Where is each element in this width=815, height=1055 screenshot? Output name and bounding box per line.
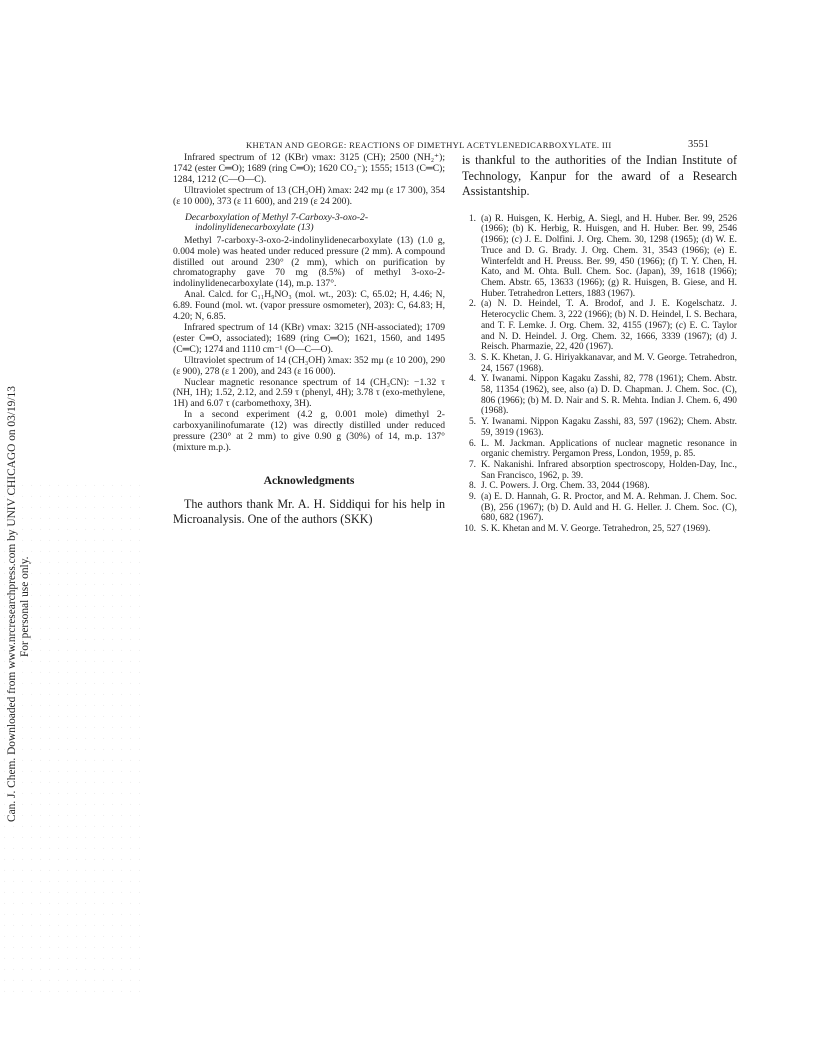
second-experiment-paragraph: In a second experiment (4.2 g, 0.001 mole) dimethyl 2-carboxyanilinofumarate (12) was directly distilled under reduced pressure (230° at 2 mm) to give 0.90 g (30%) of 14, m.p. 137° (mixture m.p.). xyxy=(173,409,445,453)
reference-text: K. Nakanishi. Infrared absorption spectroscopy, Holden-Day, Inc., San Francisco, 1962, p. 39. xyxy=(481,459,737,481)
reference-number: 9. xyxy=(468,492,476,503)
reference-text: (a) R. Huisgen, K. Herbig, A. Siegl, and H. Huber. Ber. 99, 2526 (1966); (b) K. Herbig, R. Huisgen, and H. Huber. Ber. 99, 2546 (1966); (c) J. E. Dolfini. J. Org. Chem. 30, 1298 (1965); (d) W. E. Truce and D. G. Brady. J. Org. Chem. 31, 3543 (1966); (e) E. Winterfeldt and H. Preuss. Ber. 99, 450 (1966); (f) T. Y. Chen, H. Kato, and M. Ohta. Bull. Chem. Soc. (Japan), 39, 1618 (1966); Chem. Abstr. 65, 13633 (1966); (g) R. Huisgen, B. Giese, and H. Huber. Tetrahedron Letters, 1883 (1967). xyxy=(481,213,737,299)
reference-number: 7. xyxy=(468,459,476,470)
reference-item xyxy=(462,439,737,460)
nmr-spectrum-14-paragraph: Nuclear magnetic resonance spectrum of 14 (CH₃CN): −1.32 τ (NH, 1H); 1.52, 2.12, and 2.59 τ (phenyl, 4H); 3.78 τ (exo-methylene, 1H) and 6.07 τ (carbomethoxy, 3H). xyxy=(173,376,445,410)
reference-number: 1. xyxy=(468,213,476,224)
reference-list xyxy=(462,214,737,535)
reference-number: 6. xyxy=(468,438,476,449)
reference-item xyxy=(462,417,737,438)
uv-spectrum-13-paragraph: Ultraviolet spectrum of 13 (CH₃OH) λmax: 242 mμ (ε 17 300), 354 (ε 10 000), 373 (ε 11 600), and 219 (ε 24 200). xyxy=(173,184,445,207)
reference-text: Y. Iwanami. Nippon Kagaku Zasshi, 83, 597 (1962); Chem. Abstr. 59, 3919 (1963). xyxy=(481,417,737,438)
reference-number: 3. xyxy=(468,352,476,363)
reference-number: 5. xyxy=(468,417,476,428)
ir-spectrum-14-paragraph: Infrared spectrum of 14 (KBr) νmax: 3215 (NH-associated); 1709 (ester C═O, associated); 1689 (ring C═O); 1621, 1560, and 1495 (C═C); 1274 and 1110 cm⁻¹ (O—C—O). xyxy=(173,321,445,355)
subheading-line-1: Decarboxylation of Methyl 7-Carboxy-3-oxo-2- xyxy=(185,211,369,223)
ir-spectrum-12-paragraph: Infrared spectrum of 12 (KBr) νmax: 3125 (CH); 2500 (NH₂⁺); 1742 (ester C═O); 1689 (ring C═O); 1620 CO₂⁻); 1555; 1513 (C═C); 1284, 1212 (C—O—C). xyxy=(173,152,445,185)
reference-item xyxy=(462,214,737,300)
page-number: 3551 xyxy=(688,139,709,150)
left-column xyxy=(173,153,445,528)
reference-item xyxy=(462,299,737,353)
acknowledgments-text: The authors thank Mr. A. H. Siddiqui for his help in Microanalysis. One of the authors (SKK) xyxy=(173,496,445,527)
reference-text: (a) N. D. Heindel, T. A. Brodof, and J. E. Kogelschatz. J. Heterocyclic Chem. 3, 222 (1966); (b) N. D. Heindel, I. S. Bechara, and T. F. Lemke. J. Org. Chem. 32, 4155 (1967); (c) E. C. Taylor and N. D. Heindel. J. Org. Chem. 32, 1666, 3339 (1967); (d) J. Reisch. Pharmazie, 22, 420 (1967). xyxy=(481,299,737,353)
subheading-line-2: indolinylidenecarboxylate (13) xyxy=(195,222,314,234)
reference-number: 8. xyxy=(468,481,476,492)
reference-item xyxy=(462,353,737,374)
reference-text: J. C. Powers. J. Org. Chem. 33, 2044 (1968). xyxy=(481,481,650,492)
reference-number: 4. xyxy=(468,374,476,385)
section-subheading xyxy=(173,213,445,234)
reference-text: (a) E. D. Hannah, G. R. Proctor, and M. A. Rehman. J. Chem. Soc. (B), 256 (1967); (b) D. Auld and H. G. Heller. J. Chem. Soc. (C), 680, 682 (1967). xyxy=(481,492,737,524)
acknowledgments-heading: Acknowledgments xyxy=(263,473,355,487)
reference-item xyxy=(462,481,737,492)
decarboxylation-paragraph: Methyl 7-carboxy-3-oxo-2-indolinylidenecarboxylate (13) (1.0 g, 0.004 mole) was heated under reduced pressure (2 mm). A compound distilled out around 230° (2 mm), which on purification by chromatography gave 70 mg (8.5%) of methyl 3-oxo-2-indolinylidenecarboxylate (14), m.p. 137°. xyxy=(173,234,445,290)
analysis-paragraph: Anal. Calcd. for C₁₁H₉NO₃ (mol. wt., 203): C, 65.02; H, 4.46; N, 6.89. Found (mol. wt. (vapor pressure osmometer), 203): C, 64.83; H, 4.20; N, 6.85. xyxy=(173,289,445,323)
running-title: KHETAN AND GEORGE: REACTIONS OF DIMETHYL ACETYLENEDICARBOXYLATE. III xyxy=(246,140,612,150)
reference-text: S. K. Khetan, J. G. Hiriyakkanavar, and M. V. George. Tetrahedron, 24, 1567 (1968). xyxy=(481,352,737,374)
reference-item xyxy=(462,524,737,535)
uv-spectrum-14-paragraph: Ultraviolet spectrum of 14 (CH₃OH) λmax: 352 mμ (ε 10 200), 290 (ε 900), 278 (ε 1 200), and 243 (ε 16 000). xyxy=(173,354,445,377)
reference-text: Y. Iwanami. Nippon Kagaku Zasshi, 82, 778 (1961); Chem. Abstr. 58, 11354 (1962), see, also (a) D. D. Chapman. J. Chem. Soc. (C), 806 (1966); (b) M. D. Nair and S. R. Mehta. Indian J. Chem. 6, 490 (1968). xyxy=(481,374,737,417)
download-watermark xyxy=(2,262,38,822)
reference-text: L. M. Jackman. Applications of nuclear magnetic resonance in organic chemistry. Pergamon Press, London, 1959, p. 85. xyxy=(481,438,737,460)
watermark-line-download: Can. J. Chem. Downloaded from www.nrcresearchpress.com by UNIV CHICAGO on 03/19/13 xyxy=(6,386,18,822)
watermark-line-personal-use: For personal use only. xyxy=(19,556,31,657)
reference-number: 2. xyxy=(468,299,476,310)
reference-item xyxy=(462,492,737,524)
reference-number: 10. xyxy=(464,524,476,535)
reference-item xyxy=(462,460,737,481)
reference-text: S. K. Khetan and M. V. George. Tetrahedron, 25, 527 (1969). xyxy=(481,524,711,535)
acknowledgments-continued: is thankful to the authorities of the Indian Institute of Technology, Kanpur for the award of a Research Assistantship. xyxy=(462,153,737,199)
reference-item xyxy=(462,374,737,417)
right-column xyxy=(462,153,737,535)
